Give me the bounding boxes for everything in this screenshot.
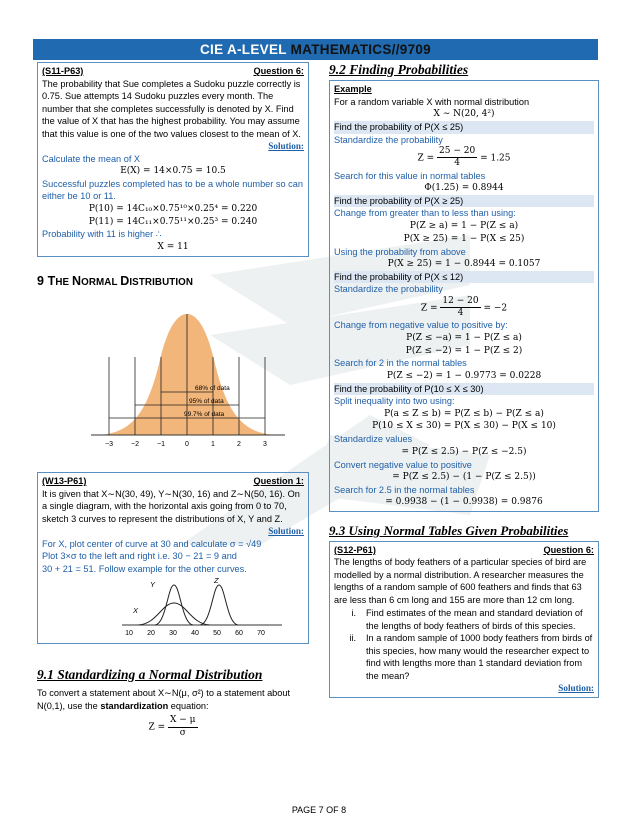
math-line: = P(Z ≤ 2.5) − (1 − P(Z ≤ 2.5)) [392, 472, 536, 483]
math-line: P(Z ≥ a) = 1 − P(Z ≤ a) [409, 221, 519, 231]
math-line: X ∼ N(20, 4²) [433, 109, 495, 120]
question-text: The lengths of body feathers of a particular species of bird are modelled by a normal distribution. A researcher measures the lengths of a random sample of 600 feathers and finds that 63 are less than 6 cm long and 155 are more than 12 cm long. [334, 557, 587, 605]
standardization-equation: Z = $\frac{X - \mu}{\sigma}$ [148, 715, 196, 738]
find-heading: Find the probability of P(X ≤ 12) [334, 271, 594, 284]
solution-step: Search for 2 in the normal tables [334, 358, 467, 369]
xyz-curves-sketch [42, 575, 304, 637]
band-label: 95% of data [189, 397, 224, 405]
math-line: P(a ≤ Z ≤ b) = P(Z ≤ b) − P(Z ≤ a) [384, 408, 544, 419]
find-heading: Find the probability of P(10 ≤ X ≤ 30) [334, 383, 594, 396]
question-box-s12 [329, 541, 599, 698]
curve-label-x: X [133, 606, 139, 616]
math-line: P(Z ≤ −2) = 1 − 0.9773 = 0.0228 [386, 370, 542, 381]
question-box-w13 [37, 472, 309, 644]
question-box-s11 [37, 62, 309, 257]
math-line: P(Z ≤ −a) = 1 − P(Z ≤ a) [406, 332, 522, 343]
math-line: P(X ≥ 25) = 1 − 0.8944 = 0.1057 [387, 259, 541, 270]
solution-step: Split inequality into two using: [334, 396, 455, 407]
question-code: (W13-P61) [42, 476, 87, 487]
curve-label-y: Y [150, 580, 156, 590]
solution-step: Standardize the probability [334, 284, 443, 295]
solution-step: Plot 3×σ to the left and right i.e. 30 − 21 = 9 and [42, 551, 237, 562]
solution-step: 30 + 21 = 51. Follow example for the other curves. [42, 563, 247, 574]
math-line: = P(Z ≤ 2.5) − P(Z ≤ −2.5) [401, 446, 527, 457]
solution-label: Solution: [268, 526, 304, 537]
axis-tick-label: 20 [147, 630, 155, 638]
axis-tick-label: −2 [131, 440, 139, 448]
solution-step: For X, plot center of curve at 30 and calculate σ = √49 [42, 538, 262, 549]
math-line: P(10 ≤ X ≤ 30) = P(X ≤ 30) − P(X ≤ 10) [372, 421, 556, 432]
question-number: Question 6: [253, 66, 304, 76]
find-heading: Find the probability of P(X ≤ 25) [334, 121, 594, 134]
math-line: Φ(1.25) = 0.8944 [424, 183, 504, 194]
axis-tick-label: 2 [237, 440, 241, 448]
solution-step: Calculate the mean of X [42, 153, 141, 164]
solution-step: Standardize the probability [334, 134, 443, 145]
math-line: E(X) = 14×0.75 = 10.5 [120, 166, 226, 177]
question-number: Question 6: [543, 544, 594, 555]
band-label: 68% of data [195, 384, 230, 392]
axis-tick-label: 50 [213, 630, 221, 638]
list-item: ii. In a random sample of 1000 body feathers from birds of this species, how many would the researcher expect to find with lengths more than 1 standard deviation from the mean? [349, 633, 593, 681]
page-header [33, 39, 598, 60]
axis-tick-label: −3 [105, 440, 113, 448]
section-title-finding-probabilities: 9.2 Finding Probabilities [329, 62, 469, 77]
z-equation: Z = $\frac{12 - 20}{4}$ = −2 [420, 295, 508, 319]
question-number: Question 1: [253, 476, 304, 487]
example-box [329, 80, 599, 512]
header-subject: MATHEMATICS//9709 [290, 42, 431, 57]
band-label: 99.7% of data [184, 410, 225, 418]
find-heading: Find the probability of P(X ≥ 25) [334, 195, 594, 208]
solution-step: Successful puzzles completed has to be a whole number so can either be 10 or 11. [42, 178, 303, 202]
math-line: P(X ≥ 25) = 1 − P(X ≤ 25) [403, 233, 525, 244]
section-title-standardizing: 9.1 Standardizing a Normal Distribution [37, 666, 263, 682]
axis-tick-label: −1 [157, 440, 165, 448]
list-item: i. Find estimates of the mean and standard deviation of the lengths of body feathers of birds of this species. [351, 608, 583, 631]
question-code: (S11-P63) [42, 66, 84, 76]
standardization-text: To convert a statement about X∼N(μ, σ²) to a statement about N(0,1), use the standardization equation: [37, 688, 291, 711]
axis-tick-label: 0 [185, 440, 189, 448]
solution-step: Search for this value in normal tables [334, 170, 486, 181]
axis-tick-label: 10 [125, 630, 133, 638]
math-line: P(10) = 14C₁₀×0.75¹⁰×0.25⁴ = 0.220 [88, 203, 258, 214]
solution-step: Search for 2.5 in the normal tables [334, 484, 475, 495]
solution-step: Probability with 11 is higher ∴ [42, 229, 162, 240]
math-line: = 0.9938 − (1 − 0.9938) = 0.9876 [385, 497, 543, 508]
axis-tick-label: 1 [211, 440, 215, 448]
solution-step: Convert negative value to positive [334, 459, 472, 470]
axis-tick-label: 30 [169, 630, 177, 638]
math-line: P(Z ≤ −2) = 1 − P(Z ≤ 2) [405, 345, 523, 356]
header-title: CIE A-LEVEL [200, 42, 291, 57]
text-line: For a random variable X with normal distribution [334, 96, 530, 107]
question-text: The probability that Sue completes a Sudoku puzzle correctly is 0.75. Sue attempts 14 Sudoku puzzles every month. The number that she completes successfully is denoted by X. Find the value of X that has the highest probability. You may assume that this value is one of the two values closest to the mean of X. [42, 78, 301, 139]
curve-label-z: Z [214, 576, 219, 586]
axis-tick-label: 40 [191, 630, 199, 638]
solution-step: Change from negative value to positive by: [334, 320, 508, 331]
section-title-normal-tables: 9.3 Using Normal Tables Given Probabilities [329, 523, 569, 539]
solution-step: Change from greater than to less than using: [334, 208, 516, 219]
math-line: P(11) = 14C₁₁×0.75¹¹×0.25³ = 0.240 [88, 216, 258, 227]
math-line: X = 11 [157, 241, 189, 252]
section-title-normal-distribution: 9 THE NORMAL DISTRIBUTION [37, 273, 194, 288]
solution-label: Solution: [558, 683, 594, 694]
solution-step: Using the probability from above [334, 246, 466, 257]
z-equation: Z = $\frac{25 - 20}{4}$ = 1.25 [417, 146, 511, 169]
example-label: Example [334, 84, 372, 95]
question-code: (S12-P61) [334, 544, 376, 555]
bell-curve-diagram [37, 292, 309, 457]
solution-label: Solution: [268, 141, 304, 152]
question-text: It is given that X∼N(30, 49), Y∼N(30, 16) and Z∼N(50, 16). On a single diagram, with the horizontal axis going from 0 to 70, sketch 3 curves to represent the distributions of X, Y and Z. [42, 488, 300, 524]
axis-tick-label: 3 [263, 440, 267, 448]
axis-tick-label: 60 [235, 630, 243, 638]
solution-step: Standardize values [334, 434, 413, 445]
page-footer: PAGE 7 OF 8 [291, 805, 347, 815]
axis-tick-label: 70 [257, 630, 265, 638]
